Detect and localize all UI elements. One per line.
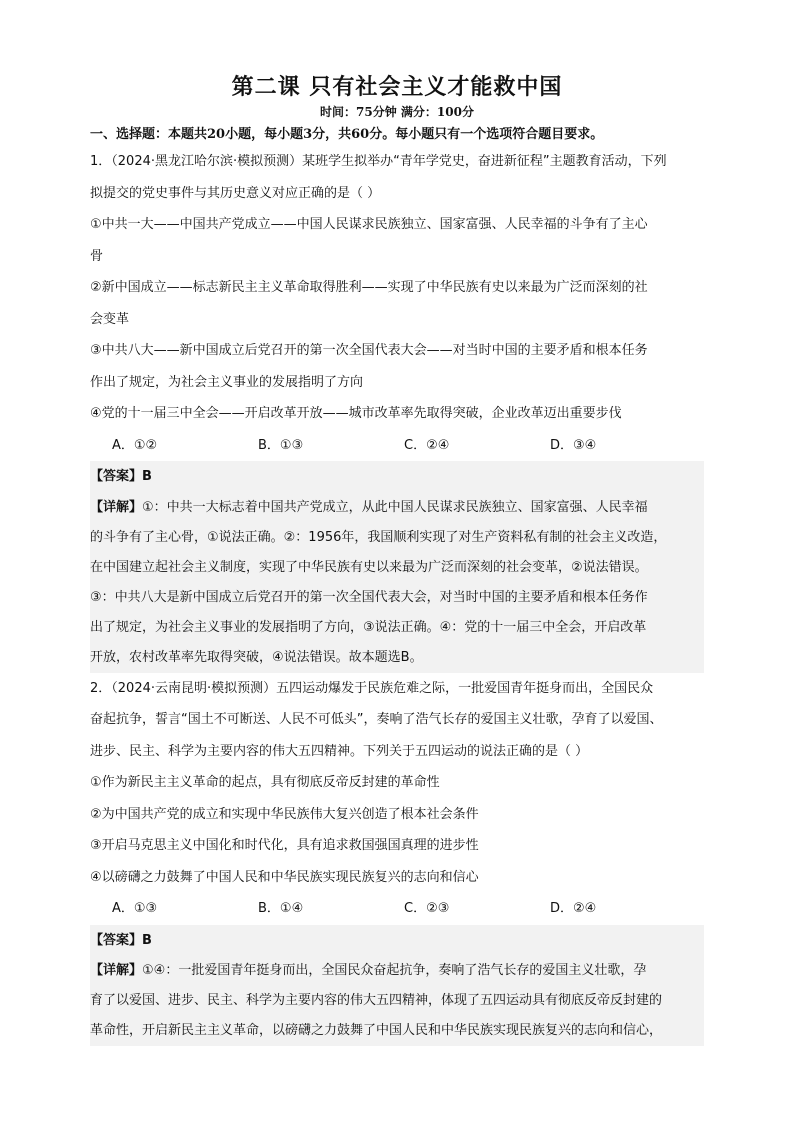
statement-line: 作出了规定，为社会主义事业的发展指明了方向 bbox=[90, 374, 364, 390]
option-d: D．③④ bbox=[550, 437, 597, 453]
question-stem-line: 2．（2024·云南昆明·模拟预测）五四运动爆发于民族危难之际，一批爱国青年挺身而出，全国民众 bbox=[90, 680, 654, 696]
option-c: C．②③ bbox=[404, 901, 450, 916]
statement-line: ④党的十一届三中全会——开启改革开放——城市改革率先取得突破，企业改革迈出重要步伐 bbox=[90, 406, 622, 421]
detail-line bbox=[90, 956, 704, 986]
detail-line: 在中国建立起社会主义制度，实现了中华民族有史以来最为广泛而深刻的社会变革，②说法错误。 bbox=[90, 559, 648, 575]
statement-line: ②为中国共产党的成立和实现中华民族伟大复兴创造了根本社会条件 bbox=[90, 806, 479, 822]
question-1 bbox=[90, 146, 704, 673]
option-c: C．②④ bbox=[404, 437, 450, 453]
option-a: A．①③ bbox=[112, 901, 158, 916]
statement-line: 会变革 bbox=[90, 311, 130, 327]
question-stem-line: 拟提交的党史事件与其历史意义对应正确的是（ ） bbox=[90, 185, 381, 201]
answer-label: 【答案】B bbox=[90, 461, 704, 493]
statement-line: ②新中国成立——标志新民主主义革命取得胜利——实现了中华民族有史以来最为广泛而深刻的社 bbox=[90, 280, 648, 295]
question-stem-line: 奋起抗争，誓言“国土不可断送、人民不可低头”，奏响了浩气长存的爱国主义壮歌，孕育了以爱国、 bbox=[90, 712, 663, 727]
option-b: B．①④ bbox=[258, 901, 304, 916]
detail-line bbox=[90, 493, 704, 523]
option-a: A．①② bbox=[112, 437, 158, 453]
detail-line: 的斗争有了主心骨，①说法正确。②：1956年，我国顺利实现了对生产资料私有制的社会主义改造， bbox=[90, 529, 667, 545]
question-stem-line: 进步、民主、科学为主要内容的伟大五四精神。下列关于五四运动的说法正确的是（ ） bbox=[90, 743, 589, 759]
detail-label: 【详解】 bbox=[90, 963, 143, 978]
section-heading: 一、选择题：本题共20小题，每小题3分，共60分。每小题只有一个选项符合题目要求。 bbox=[90, 127, 604, 142]
detail-line: 育了以爱国、进步、民主、科学为主要内容的伟大五四精神，体现了五四运动具有彻底反帝反封建的 bbox=[90, 993, 663, 1008]
statement-line: ①中共一大——中国共产党成立——中国人民谋求民族独立、国家富强、人民幸福的斗争有了主心 bbox=[90, 217, 648, 232]
statement-line: 骨 bbox=[90, 248, 104, 264]
option-b: B．①③ bbox=[258, 437, 304, 453]
question-2 bbox=[90, 673, 704, 1047]
statement-line: ④以磅礴之力鼓舞了中国人民和中华民族实现民族复兴的志向和信心 bbox=[90, 869, 479, 885]
statement-line: ①作为新民主主义革命的起点，具有彻底反帝反封建的革命性 bbox=[90, 775, 440, 790]
detail-text: ①④：一批爱国青年挺身而出，全国民众奋起抗争，奏响了浩气长存的爱国主义壮歌，孕 bbox=[142, 963, 647, 978]
answer-label: 【答案】B bbox=[90, 925, 704, 957]
detail-line: 出了规定，为社会主义事业的发展指明了方向，③说法正确。④：党的十一届三中全会，开启改革 bbox=[90, 619, 647, 635]
option-d: D．②④ bbox=[550, 901, 597, 916]
detail-label: 【详解】 bbox=[90, 499, 143, 515]
statement-line: ③中共八大——新中国成立后党召开的第一次全国代表大会——对当时中国的主要矛盾和根本任务 bbox=[90, 343, 648, 358]
detail-line: 开放，农村改革率先取得突破，④说法错误。故本题选B。 bbox=[90, 649, 423, 665]
detail-text: ①：中共一大标志着中国共产党成立，从此中国人民谋求民族独立、国家富强、人民幸福 bbox=[142, 499, 648, 515]
statement-line: ③开启马克思主义中国化和时代化，具有追求救国强国真理的进步性 bbox=[90, 838, 479, 853]
answer-options bbox=[90, 430, 704, 462]
detail-block bbox=[90, 493, 704, 673]
question-stem-line: 1．（2024·黑龙江哈尔滨·模拟预测）某班学生拟举办“青年学党史，奋进新征程”主题教育活动，下列 bbox=[90, 154, 667, 169]
detail-block bbox=[90, 956, 704, 1046]
answer-options bbox=[90, 893, 704, 925]
exam-info: 时间：75分钟 满分：100分 bbox=[320, 105, 474, 119]
page-content bbox=[90, 72, 704, 1046]
detail-line: ③：中共八大是新中国成立后党召开的第一次全国代表大会，对当时中国的主要矛盾和根本任务作 bbox=[90, 589, 648, 605]
page-title: 第二课 只有社会主义才能救中国 bbox=[231, 74, 563, 100]
detail-line: 革命性，开启新民主主义革命，以磅礴之力鼓舞了中国人民和中华民族实现民族复兴的志向和信心， bbox=[90, 1023, 663, 1038]
